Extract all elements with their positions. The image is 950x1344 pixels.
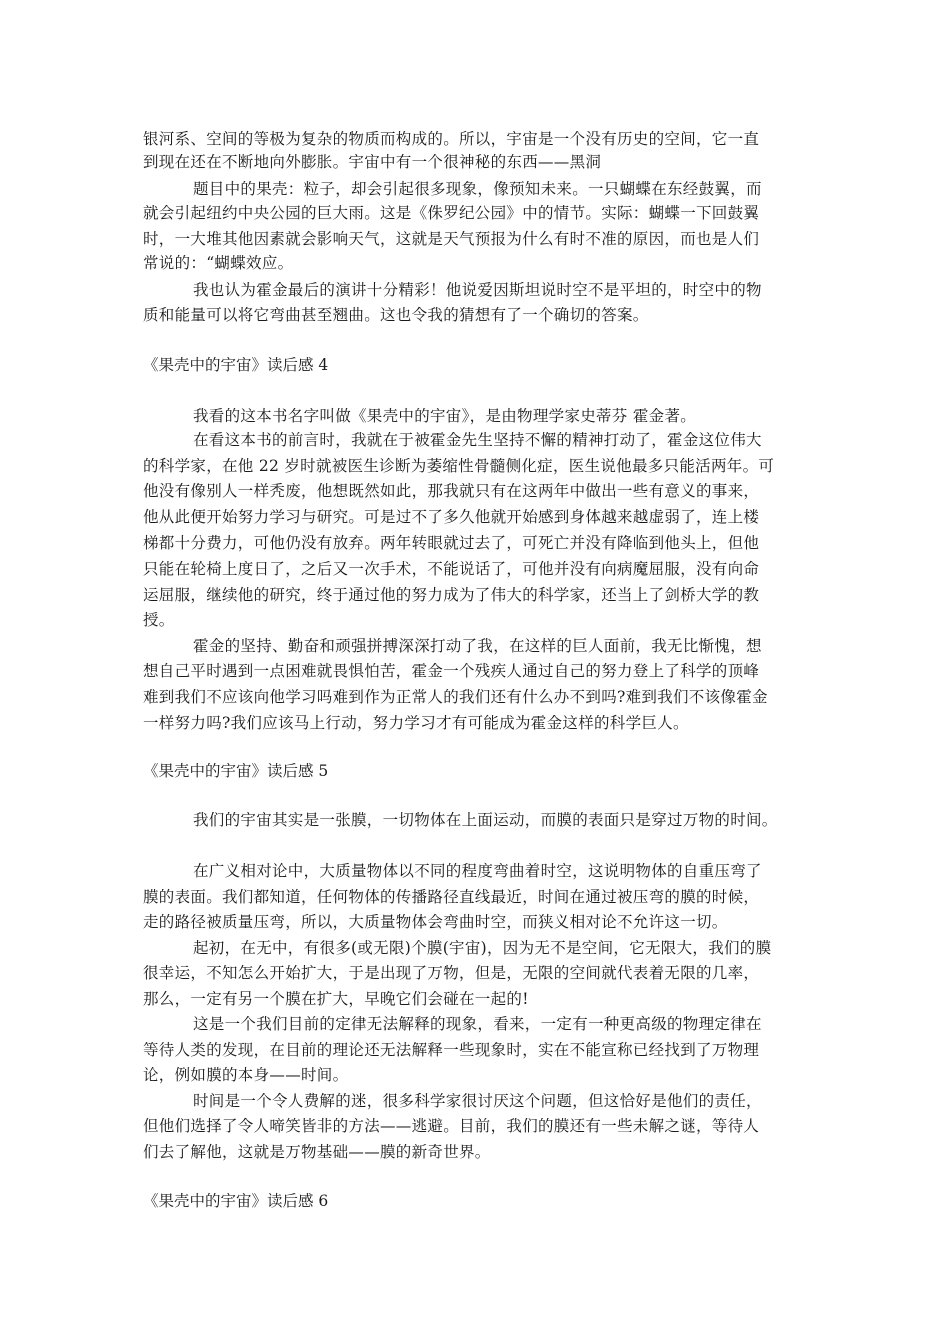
text-line: 走的路径被质量压弯，所以，大质量物体会弯曲时空，而狭义相对论不允许这一切。 — [143, 913, 728, 931]
text-line: 难到我们不应该向他学习吗难到作为正常人的我们还有什么办不到吗?难到我们不该像霍金 — [143, 688, 768, 706]
text-line: 一样努力吗?我们应该马上行动，努力学习才有可能成为霍金这样的科学巨人。 — [143, 714, 689, 732]
section-heading: 《果壳中的宇宙》读后感 4 — [143, 356, 329, 374]
text-line: 想自己平时遇到一点困难就畏惧怕苦，霍金一个残疾人通过自己的努力登上了科学的顶峰 — [143, 662, 760, 680]
text-line: 论，例如膜的本身——时间。 — [143, 1066, 349, 1084]
text-line: 银河系、空间的等极为复杂的物质而构成的。所以，宇宙是一个没有历史的空间，它一直 — [143, 130, 760, 148]
text-line: 质和能量可以将它弯曲甚至翘曲。这也令我的猜想有了一个确切的答案。 — [143, 306, 649, 324]
text-line: 在看这本书的前言时，我就在于被霍金先生坚持不懈的精神打动了，霍金这位伟大 — [193, 431, 762, 449]
text-line: 梯都十分费力，可他仍没有放弃。两年转眼就过去了，可死亡并没有降临到他头上，但他 — [143, 534, 760, 552]
text-line: 我看的这本书名字叫做《果壳中的宇宙》，是由物理学家史蒂芬 霍金著。 — [193, 407, 697, 425]
text-line: 霍金的坚持、勤奋和顽强拼搏深深打动了我，在这样的巨人面前，我无比惭愧，想 — [193, 637, 762, 655]
text-line: 就会引起纽约中央公园的巨大雨。这是《侏罗纪公园》中的情节。实际：蝴蝶一下回鼓翼 — [143, 204, 760, 222]
text-line: 起初，在无中，有很多(或无限)个膜(宇宙)，因为无不是空间，它无限大，我们的膜 — [193, 939, 772, 957]
text-line: 他没有像别人一样秃废，他想既然如此，那我就只有在这两年中做出一些有意义的事来， — [143, 482, 760, 500]
text-line: 运屈服，继续他的研究，终于通过他的努力成为了伟大的科学家，还当上了剑桥大学的教 — [143, 586, 760, 604]
text-line: 授。 — [143, 611, 175, 629]
text-line: 只能在轮椅上度日了，之后又一次手术，不能说话了，可他并没有向病魔屈服，没有向命 — [143, 560, 760, 578]
text-line: 在广义相对论中，大质量物体以不同的程度弯曲着时空，这说明物体的自重压弯了 — [193, 862, 762, 880]
text-line: 时间是一个令人费解的迷，很多科学家很讨厌这个问题，但这恰好是他们的责任， — [193, 1092, 762, 1110]
text-line: 我也认为霍金最后的演讲十分精彩！他说爱因斯坦说时空不是平坦的，时空中的物 — [193, 281, 762, 299]
text-line: 但他们选择了令人啼笑皆非的方法——逃避。目前，我们的膜还有一些未解之谜，等待人 — [143, 1117, 760, 1135]
text-line: 常说的：“蝴蝶效应。 — [143, 254, 294, 272]
section-heading: 《果壳中的宇宙》读后感 6 — [143, 1192, 329, 1210]
text-line: 那么，一定有另一个膜在扩大，早晚它们会碰在一起的! — [143, 990, 529, 1008]
text-line: 等待人类的发现，在目前的理论还无法解释一些现象时，实在不能宣称已经找到了万物理 — [143, 1041, 760, 1059]
text-line: 膜的表面。我们都知道，任何物体的传播路径直线最近，时间在通过被压弯的膜的时候， — [143, 888, 760, 906]
text-line: 这是一个我们目前的定律无法解释的现象，看来，一定有一种更高级的物理定律在 — [193, 1015, 762, 1033]
text-line: 到现在还在不断地向外膨胀。宇宙中有一个很神秘的东西——黑洞 — [143, 153, 602, 171]
text-line: 我们的宇宙其实是一张膜，一切物体在上面运动，而膜的表面只是穿过万物的时间。 — [193, 811, 778, 829]
text-line: 们去了解他，这就是万物基础——膜的新奇世界。 — [143, 1143, 491, 1161]
text-line: 题目中的果壳：粒子，却会引起很多现象，像预知未来。一只蝴蝶在东经鼓翼，而 — [193, 180, 762, 198]
text-line: 时，一大堆其他因素就会影响天气，这就是天气预报为什么有时不准的原因，而也是人们 — [143, 230, 760, 248]
text-line: 很幸运，不知怎么开始扩大，于是出现了万物，但是，无限的空间就代表着无限的几率， — [143, 964, 760, 982]
text-line: 他从此便开始努力学习与研究。可是过不了多久他就开始感到身体越来越虚弱了，连上楼 — [143, 508, 760, 526]
section-heading: 《果壳中的宇宙》读后感 5 — [143, 762, 329, 780]
text-line: 的科学家，在他 22 岁时就被医生诊断为萎缩性骨髓侧化症，医生说他最多只能活两年。可 — [143, 457, 775, 475]
